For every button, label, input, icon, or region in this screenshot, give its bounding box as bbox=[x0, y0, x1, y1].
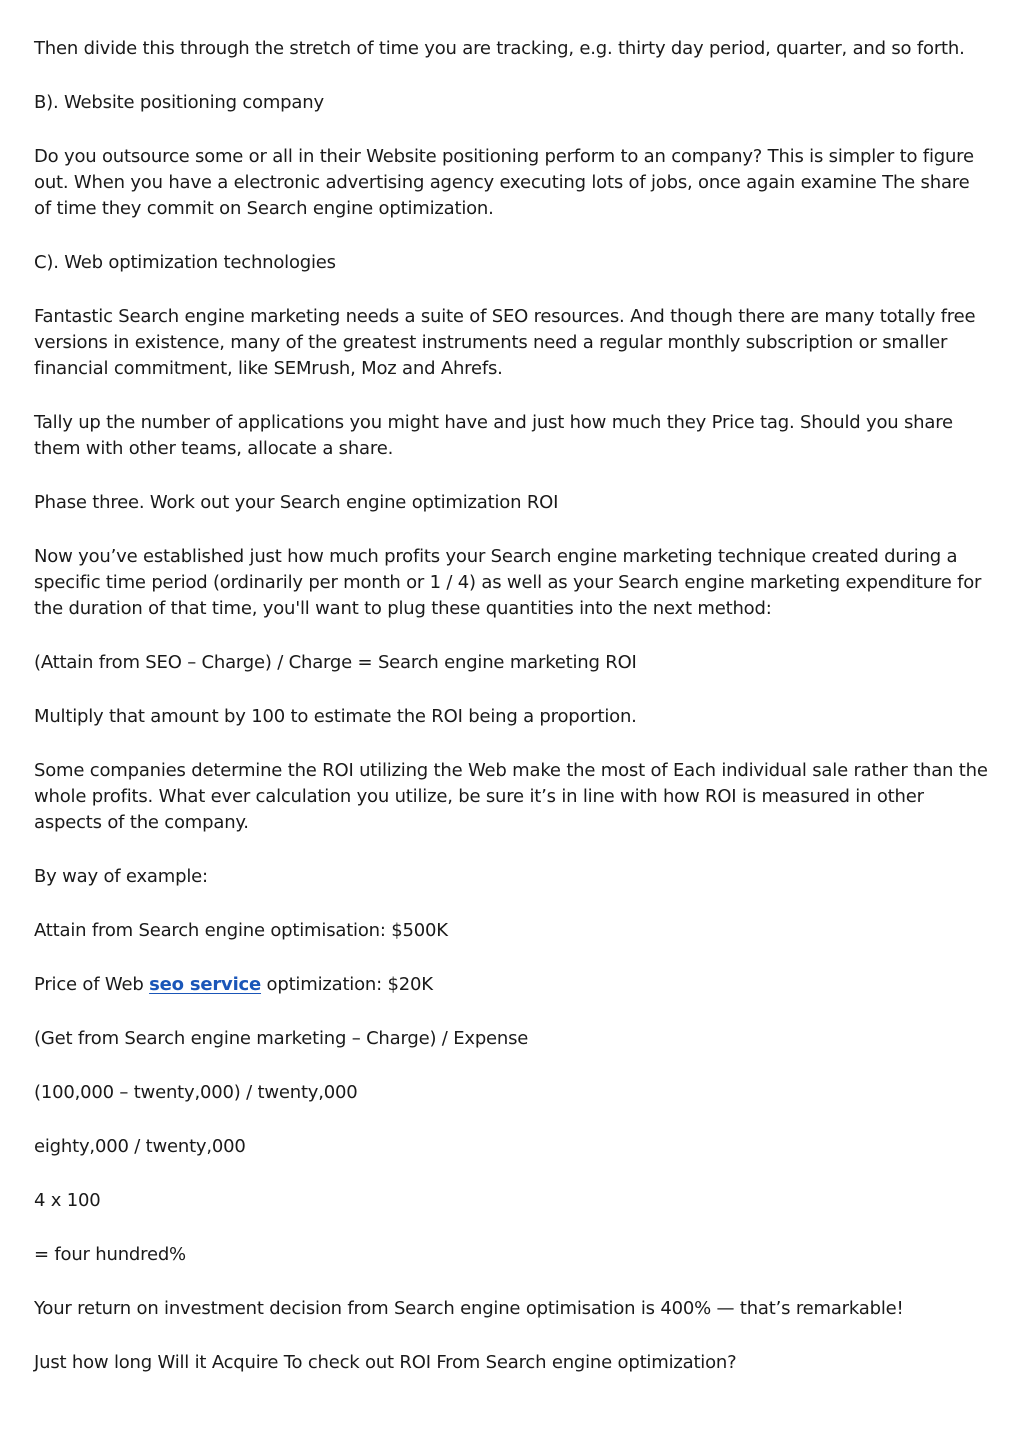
example-step-1: (100,000 – twenty,000) / twenty,000 bbox=[34, 1082, 358, 1103]
paragraph-multiply: Multiply that amount by 100 to estimate the ROI being a proportion. bbox=[34, 706, 637, 727]
paragraph-divide-time: Then divide this through the stretch of time you are tracking, e.g. thirty day period, quarter, and so forth. bbox=[34, 38, 965, 59]
paragraph-some-companies: Some companies determine the ROI utilizing the Web make the most of Each individual sale rather than the whole profits. What ever calculation you utilize, be sure it’s in line with how ROI is measured in other aspects of the company. bbox=[34, 760, 988, 833]
example-step-3: 4 x 100 bbox=[34, 1190, 101, 1211]
heading-web-optimization-technologies: C). Web optimization technologies bbox=[34, 252, 336, 273]
heading-website-positioning-company: B). Website positioning company bbox=[34, 92, 324, 113]
seo-service-link[interactable]: seo service bbox=[149, 974, 262, 995]
formula-seo-roi: (Attain from SEO – Charge) / Charge = Search engine marketing ROI bbox=[34, 652, 637, 673]
heading-how-long-roi: Just how long Will it Acquire To check out ROI From Search engine optimization? bbox=[34, 1352, 737, 1373]
paragraph-by-way-of-example: By way of example: bbox=[34, 866, 208, 887]
example-price-before: Price of Web bbox=[34, 974, 150, 995]
example-price-after: optimization: $20K bbox=[261, 974, 433, 995]
example-attain: Attain from Search engine optimisation: $500K bbox=[34, 920, 448, 941]
example-price bbox=[34, 972, 990, 998]
example-formula: (Get from Search engine marketing – Charge) / Expense bbox=[34, 1028, 529, 1049]
paragraph-return-remarkable: Your return on investment decision from Search engine optimisation is 400% — that’s remarkable! bbox=[34, 1298, 904, 1319]
paragraph-established-profits: Now you’ve established just how much profits your Search engine marketing technique created during a specific time period (ordinarily per month or 1 / 4) as well as your Search engine marketing expenditure for the duration of that time, you'll want to plug these quantities into the next method: bbox=[34, 546, 982, 619]
example-step-2: eighty,000 / twenty,000 bbox=[34, 1136, 246, 1157]
paragraph-seo-resources: Fantastic Search engine marketing needs a suite of SEO resources. And though there are many totally free versions in existence, many of the greatest instruments need a regular monthly subscription or smaller financial commitment, like SEMrush, Moz and Ahrefs. bbox=[34, 306, 976, 379]
heading-phase-three: Phase three. Work out your Search engine optimization ROI bbox=[34, 492, 559, 513]
paragraph-tally-applications: Tally up the number of applications you might have and just how much they Price tag. Should you share them with other teams, allocate a share. bbox=[34, 412, 953, 459]
example-result: = four hundred% bbox=[34, 1244, 186, 1265]
paragraph-outsource: Do you outsource some or all in their Website positioning perform to an company? This is simpler to figure out. When you have a electronic advertising agency executing lots of jobs, once again examine The share of time they commit on Search engine optimization. bbox=[34, 146, 974, 219]
